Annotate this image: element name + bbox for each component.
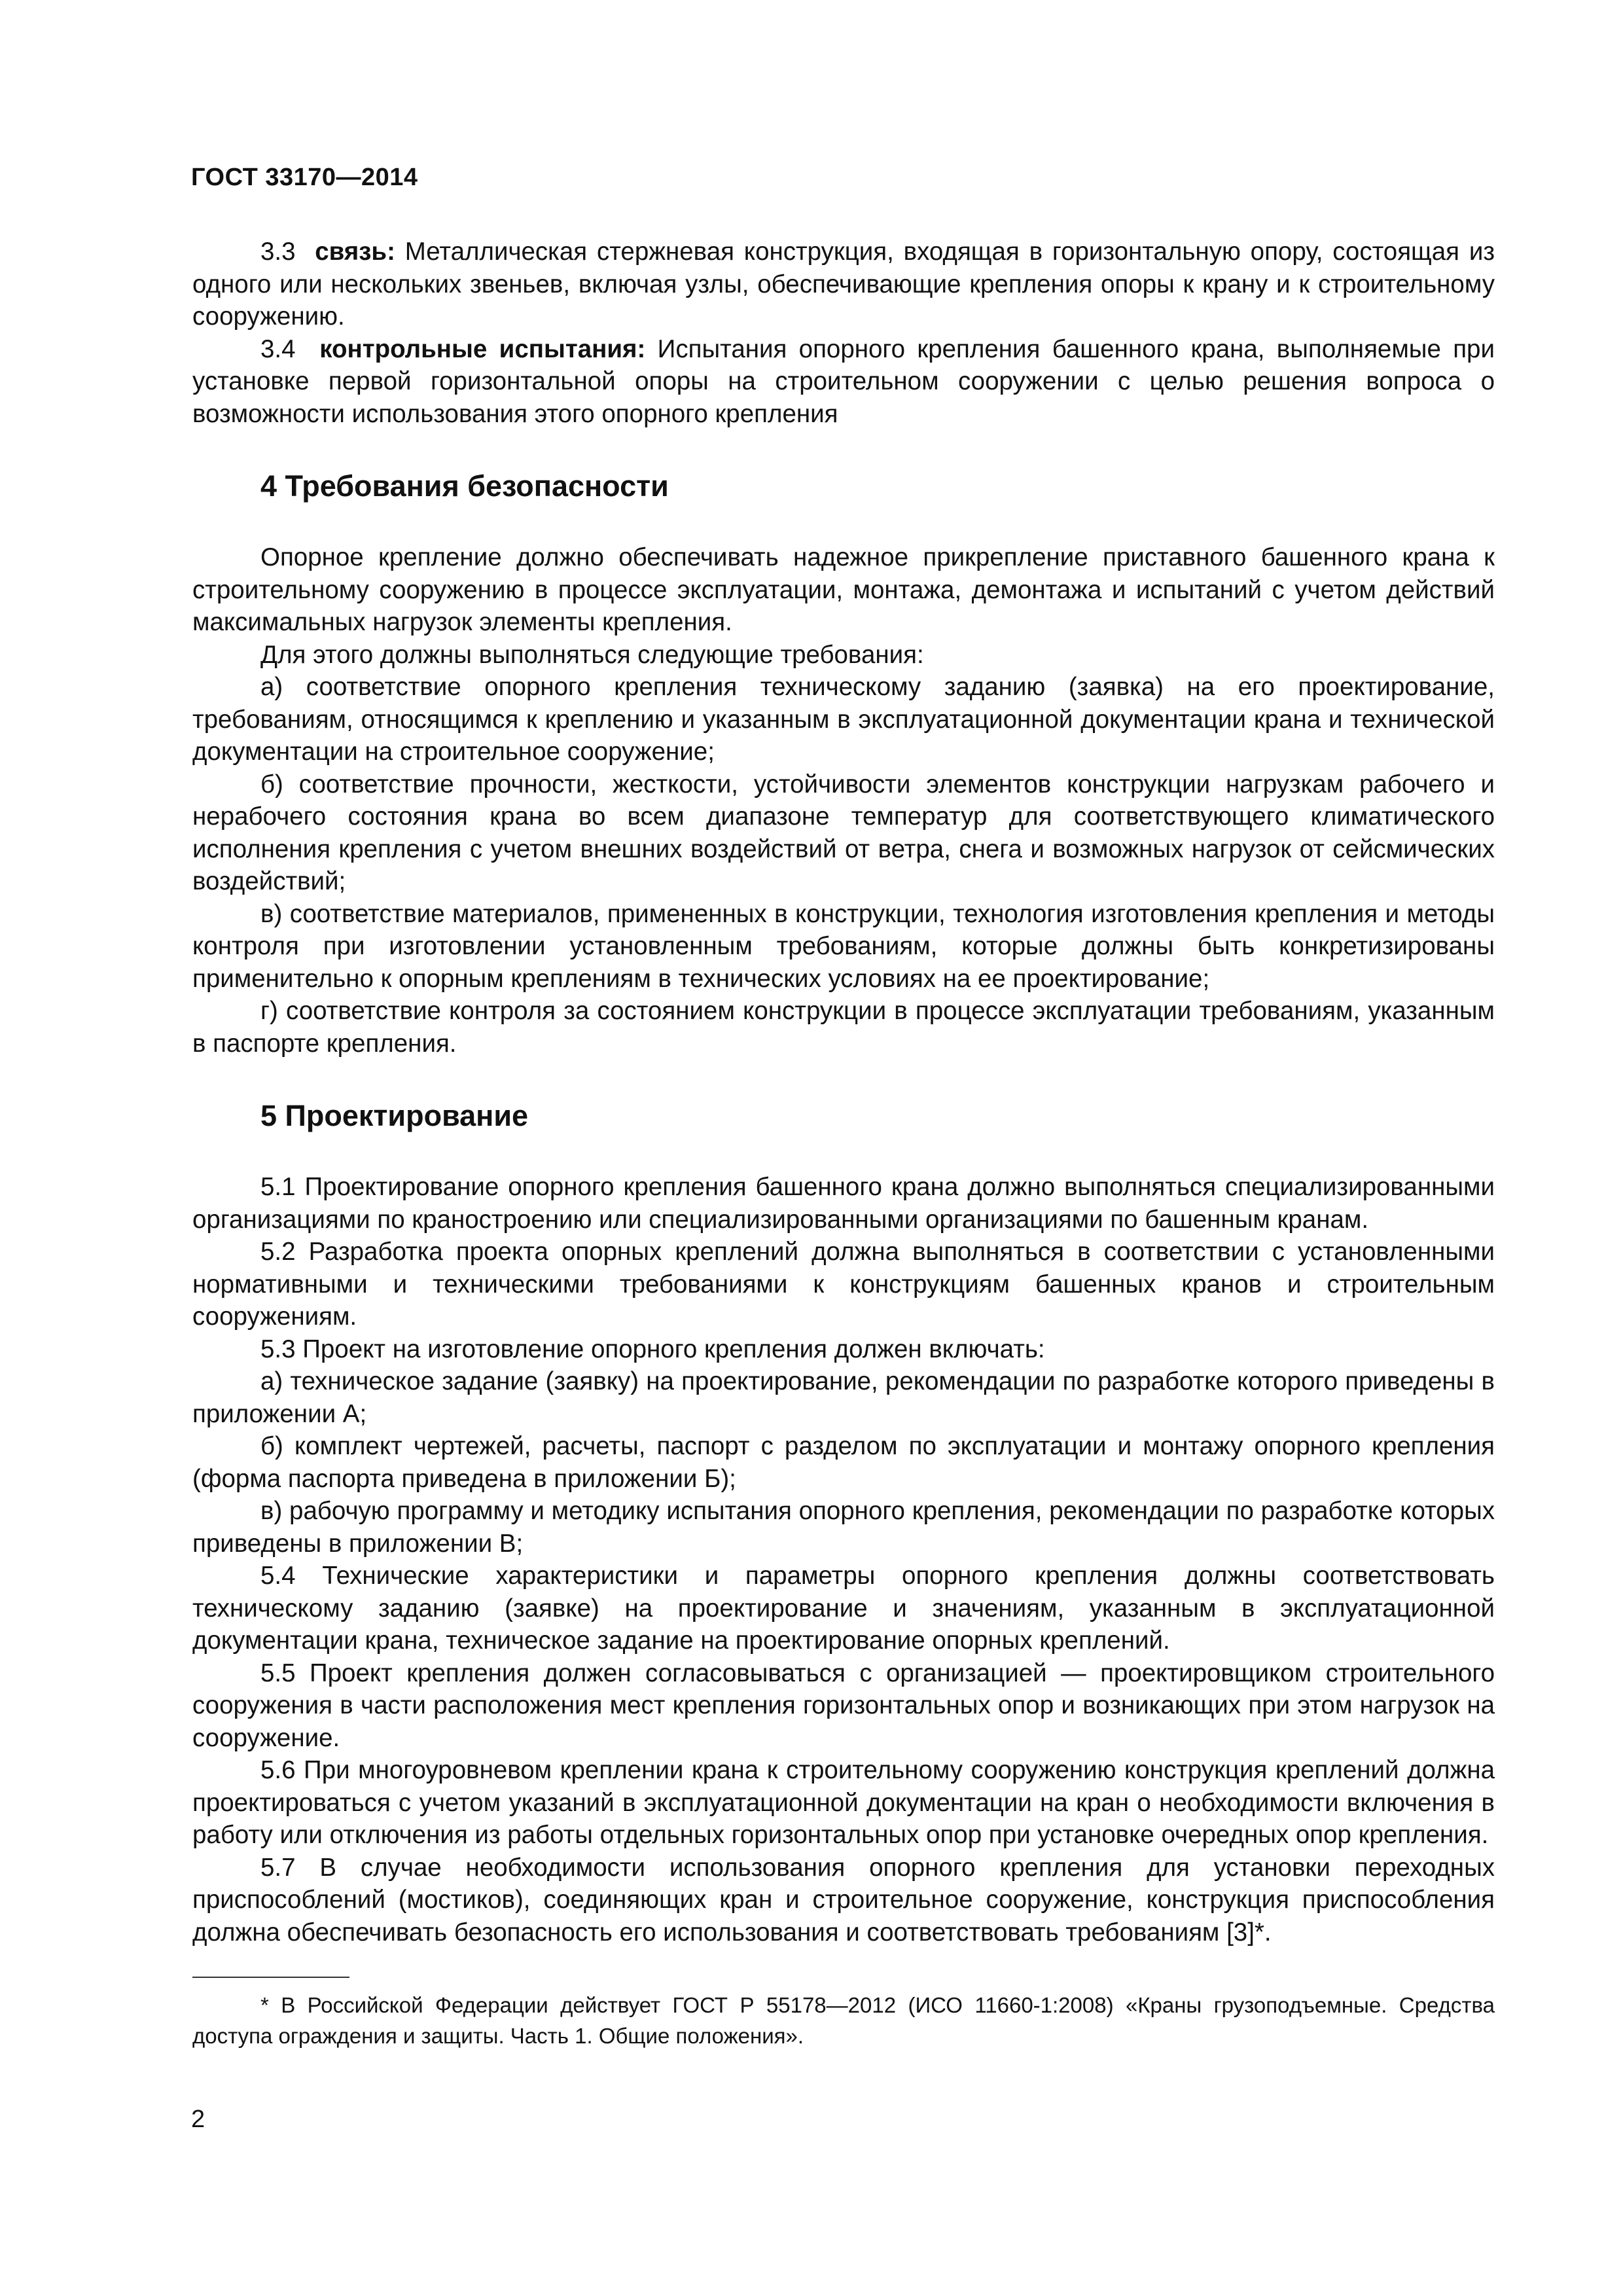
term-name: контрольные испытания:: [319, 334, 646, 363]
section-5-paragraph: 5.1 Проектирование опорного крепления башенного крана должно выполняться специализированными организациями по краностроению или специализированными организациями по башенным кранам.: [192, 1173, 1495, 1234]
section-4-list-item: в) соответствие материалов, примененных в конструкции, технология изготовления крепления и методы контроля при изготовлении установленным требованиям, которые должны быть конкретизированы применительно к опорным креплениям в технических условиях на ее проектирование;: [192, 899, 1495, 993]
section-5-paragraph: 5.6 При многоуровневом креплении крана к строительному сооружению конструкция креплений должна проектироваться с учетом указаний в эксплуатационной документации на кран о необходимости включения в работу или отключения из работы отдельных горизонтальных опор при установке очередных опор крепления.: [192, 1756, 1495, 1849]
section-4-title: 4 Требования безопасности: [260, 469, 669, 503]
section-4-list-item: б) соответствие прочности, жесткости, устойчивости элементов конструкции нагрузкам рабочего и нерабочего состояния крана во всем диапазоне температур для соответствующего климатического исполнения крепления с учетом внешних воздействий от ветра, снега и возможных нагрузок от сейсмических воздействий;: [192, 770, 1495, 895]
section-4-paragraph: Опорное крепление должно обеспечивать надежное прикрепление приставного башенного крана к строительному сооружению в процессе эксплуатации, монтажа, демонтажа и испытаний с учетом действий максимальных нагрузок элементы крепления.: [192, 543, 1495, 636]
section-4-paragraph: Для этого должны выполняться следующие требования:: [260, 640, 924, 669]
term-definition: Металлическая стержневая конструкция, входящая в горизонтальную опору, состоящая из одного или нескольких звеньев, включая узлы, обеспечивающие крепления опоры к крану и к строительному сооружению.: [192, 238, 1495, 331]
term-3-3: [192, 236, 1495, 333]
footnote-divider: [192, 1977, 349, 1978]
term-number: 3.3: [260, 238, 296, 266]
section-5-list-item: в) рабочую программу и методику испытания опорного крепления, рекомендации по разработке которых приведены в приложении В;: [192, 1497, 1495, 1558]
section-5-title: 5 Проектирование: [260, 1099, 529, 1132]
section-5-list-item: а) техническое задание (заявку) на проектирование, рекомендации по разработке которого приведены в приложении А;: [192, 1367, 1495, 1428]
term-definition: Испытания опорного крепления башенного крана, выполняемые при установке первой горизонтальной опоры на строительном сооружении с целью решения вопроса о возможности использования этого опорного крепления: [192, 334, 1495, 428]
section-5-list-item: б) комплект чертежей, расчеты, паспорт с разделом по эксплуатации и монтажу опорного крепления (форма паспорта приведена в приложении Б);: [192, 1432, 1495, 1493]
footnote: [192, 1990, 1495, 2051]
section-5-paragraph: 5.7 В случае необходимости использования опорного крепления для установки переходных приспособлений (мостиков), соединяющих кран и строительное сооружение, конструкция приспособления должна обеспечивать безопасность его использования и соответствовать требованиям [3]*.: [192, 1853, 1495, 1946]
term-name: связь:: [315, 238, 395, 266]
section-4-list-item: г) соответствие контроля за состоянием конструкции в процессе эксплуатации требованиям, указанным в паспорте крепления.: [192, 997, 1495, 1058]
page-number: 2: [191, 2106, 205, 2133]
section-5-paragraph: 5.3 Проект на изготовление опорного крепления должен включать:: [260, 1335, 1045, 1363]
standard-header: ГОСТ 33170—2014: [191, 164, 418, 191]
footnote-text: * В Российской Федерации действует ГОСТ Р 55178—2012 (ИСО 11660-1:2008) «Краны грузоподъемные. Средства доступа ограждения и защиты. Часть 1. Общие положения».: [192, 1993, 1495, 2048]
term-number: 3.4: [260, 334, 296, 363]
section-5-paragraph: 5.2 Разработка проекта опорных креплений должна выполняться в соответствии с установленными нормативными и техническими требованиями к конструкциям башенных кранов и строительным сооружениям.: [192, 1238, 1495, 1331]
section-4-list-item: а) соответствие опорного крепления техническому заданию (заявка) на его проектирование, требованиям, относящимся к креплению и указанным в эксплуатационной документации крана и технической документации на строительное сооружение;: [192, 673, 1495, 766]
term-3-4: [192, 333, 1495, 431]
document-body: [192, 236, 1495, 1948]
section-5-paragraph: 5.4 Технические характеристики и параметры опорного крепления должны соответствовать техническому заданию (заявке) на проектирование и значениям, указанным в эксплуатационной документации крана, техническое задание на проектирование опорных креплений.: [192, 1562, 1495, 1655]
section-5-paragraph: 5.5 Проект крепления должен согласовываться с организацией — проектировщиком строительного сооружения в части расположения мест крепления горизонтальных опор и возникающих при этом нагрузок на сооружение.: [192, 1659, 1495, 1752]
